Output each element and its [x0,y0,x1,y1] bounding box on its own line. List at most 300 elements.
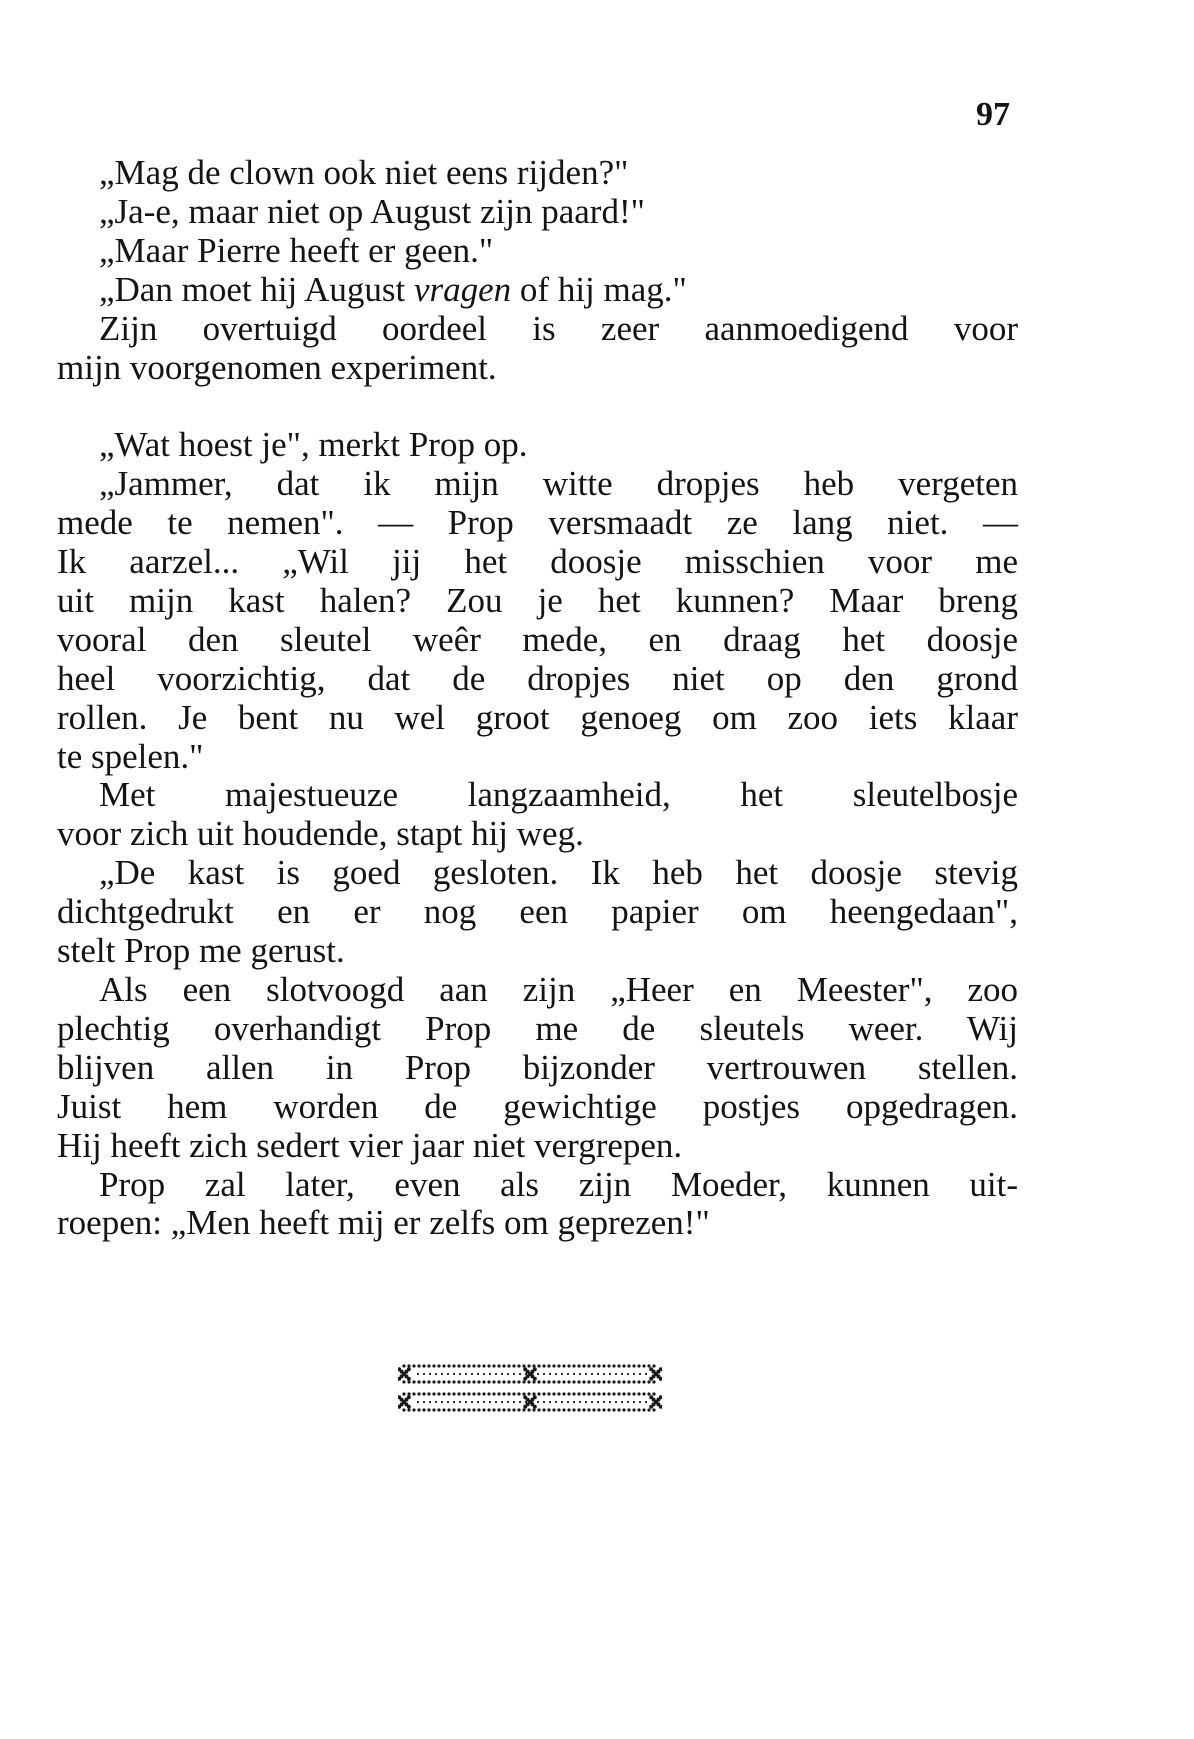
text-line: „Maar Pierre heeft er geen." [99,230,494,270]
ornament-dot [507,1373,509,1375]
ornament-dot [533,1405,537,1409]
ornament-dot [417,1364,420,1367]
ornament-dot [459,1401,461,1403]
ornament-dot [502,1392,505,1395]
ornament-dot [467,1380,470,1383]
ornament-dot [542,1380,545,1383]
ornament-dot [587,1364,590,1367]
ornament-dot [562,1392,565,1395]
ornament-dot [572,1392,575,1395]
ornament-dot [642,1364,645,1367]
ornament-dot [547,1392,550,1395]
ornament-dot [627,1373,629,1375]
ornament-dot [592,1408,595,1411]
ornament-dot [621,1401,623,1403]
ornament-dot [552,1408,555,1411]
ornament-dot [482,1380,485,1383]
ornament-dot [472,1364,475,1367]
ornament-dot [615,1401,617,1403]
ornament-dot [549,1401,551,1403]
ornament-dot [602,1364,605,1367]
ornament-dot [507,1392,510,1395]
ornament-dot [552,1364,555,1367]
ornament-dot [523,1377,527,1381]
ornament-dot [472,1380,475,1383]
ornament-dot [417,1392,420,1395]
ornament-dot [457,1392,460,1395]
text-line: Prop zal later, even als zijn Moeder, kunnen uit- [99,1164,1018,1204]
ornament-dot [567,1373,569,1375]
ornament-dot [457,1408,460,1411]
italic-word: vragen [413,269,512,309]
ornament-dot [522,1364,525,1367]
decorative-ornament [398,1360,662,1416]
ornament-dot [542,1408,545,1411]
ornament-dot [477,1373,479,1375]
ornament-dot [467,1392,470,1395]
ornament-dot [587,1392,590,1395]
ornament-dot [477,1380,480,1383]
ornament-dot [647,1380,650,1383]
page-body [57,154,1018,1243]
ornament-dot [555,1373,557,1375]
ornament-dot [639,1373,641,1375]
ornament-dot [495,1373,497,1375]
text-line: „De kast is goed gesloten. Ik heb het doosje stevig [99,853,1018,893]
ornament-dot [477,1364,480,1367]
ornament-dot [602,1380,605,1383]
ornament-dot [547,1380,550,1383]
ornament-dot [572,1408,575,1411]
ornament-dot [453,1401,455,1403]
ornament-dot [627,1364,630,1367]
text-line: „Wat hoest je", merkt Prop op. [99,425,528,465]
ornament-dot [561,1373,563,1375]
ornament-dot [573,1401,575,1403]
ornament-dot [497,1408,500,1411]
ornament-dot [457,1364,460,1367]
ornament-dot [483,1401,485,1403]
text-line: „Ja-e, maar niet op August zijn paard!" [99,191,645,231]
ornament-dot [442,1380,445,1383]
ornament-dot [437,1408,440,1411]
ornament-dot [591,1401,593,1403]
ornament-dot [612,1364,615,1367]
ornament-dot [447,1392,450,1395]
ornament-dot [579,1401,581,1403]
ornament-dot [537,1392,540,1395]
ornament-dot [522,1380,525,1383]
ornament-dot [507,1364,510,1367]
ornament-dot [567,1401,569,1403]
text-line: blijven allen in Prop bijzonder vertrouwen stellen. [57,1047,1018,1087]
ornament-dot [633,1401,635,1403]
text-line-italic [57,271,1018,310]
ornament-dot [437,1380,440,1383]
ornament-dot [422,1408,425,1411]
ornament-dot [465,1373,467,1375]
ornament-dot [645,1401,647,1403]
ornament-dot [645,1373,647,1375]
ornament-dot [557,1364,560,1367]
ornament-dot [447,1401,449,1403]
ornament-dot [442,1392,445,1395]
text-line: „Mag de clown ook niet eens rijden?" [99,153,629,192]
ornament-dot [435,1373,437,1375]
ornament-dot [609,1401,611,1403]
ornament-dot [579,1373,581,1375]
ornament-dot [637,1392,640,1395]
ornament-dot [501,1401,503,1403]
ornament-dot [497,1364,500,1367]
text-line: mede te nemen". — Prop versmaadt ze lang niet. — [57,503,1018,543]
ornament-dot [477,1401,479,1403]
ornament-dot [532,1380,535,1383]
text-line: plechtig overhandigt Prop me de sleutels weer. Wij [57,1008,1018,1048]
ornament-dot [452,1408,455,1411]
ornament-dot [582,1364,585,1367]
ornament-dot [422,1392,425,1395]
ornament-dot [407,1377,411,1381]
ornament-dot [429,1373,431,1375]
ornament-dot [417,1373,419,1375]
ornament-dot [459,1373,461,1375]
ornament-dot [585,1373,587,1375]
ornament-dot [423,1373,425,1375]
ornament-dot [472,1392,475,1395]
ornament-dot [627,1392,630,1395]
ornament-dot [447,1364,450,1367]
ornament-dot [412,1408,415,1411]
ornament-dot [507,1401,509,1403]
ornament-dot [525,1373,527,1375]
ornament-dot [617,1380,620,1383]
ornament-dot [612,1380,615,1383]
ornament-dot [632,1364,635,1367]
ornament-dot [637,1364,640,1367]
ornament-dot [512,1408,515,1411]
ornament-dot [435,1401,437,1403]
ornament-dot [417,1401,419,1403]
ornament-dot [471,1401,473,1403]
ornament-dot [519,1373,521,1375]
ornament-dot [492,1364,495,1367]
ornament-dot [495,1401,497,1403]
ornament-dot [633,1373,635,1375]
ornament-dot [639,1401,641,1403]
ornament-dot [492,1392,495,1395]
text-line: Ik aarzel... „Wil jij het doosje misschien voor me [57,542,1018,582]
ornament-dot [649,1405,653,1409]
ornament-dot [429,1401,431,1403]
ornament-dot [597,1373,599,1375]
ornament-dot [537,1408,540,1411]
ornament-dot [532,1408,535,1411]
ornament-dot [533,1377,537,1381]
ornament-dot [562,1380,565,1383]
ornament-dot [407,1380,410,1383]
ornament-dot [549,1373,551,1375]
ornament-dot [591,1373,593,1375]
ornament-dot [617,1408,620,1411]
ornament-dot [427,1380,430,1383]
ornament-dot [602,1408,605,1411]
ornament-dot [617,1392,620,1395]
ornament-dot [517,1408,520,1411]
ornament-dot [519,1401,521,1403]
ornament-dot [622,1380,625,1383]
ornament-dot [531,1373,533,1375]
ornament-dot [497,1392,500,1395]
ornament-dot [467,1364,470,1367]
ornament-dot [597,1408,600,1411]
ornament-dot [537,1380,540,1383]
ornament-dot [597,1380,600,1383]
ornament-dot [407,1408,410,1411]
ornament-dot [632,1392,635,1395]
ornament-dot [637,1380,640,1383]
ornament-dot [607,1364,610,1367]
ornament-dot [627,1401,629,1403]
ornament-dot [562,1364,565,1367]
ornament-dot [555,1401,557,1403]
ornament-dot [422,1364,425,1367]
ornament-dot [587,1408,590,1411]
ornament-dot [577,1392,580,1395]
ornament-dot [441,1401,443,1403]
ornament-dot [467,1408,470,1411]
text-line: Hij heeft zich sedert vier jaar niet vergrepen. [57,1125,683,1165]
ornament-dot [537,1364,540,1367]
text-line: mijn voorgenomen experiment. [57,347,497,387]
ornament-dot [609,1373,611,1375]
ornament-dot [557,1408,560,1411]
ornament-dot [642,1408,645,1411]
ornament-dot [457,1380,460,1383]
ornament-dot [647,1392,650,1395]
ornament-dot [477,1408,480,1411]
ornament-dot [527,1364,530,1367]
text-line: Als een slotvoogd aan zijn „Heer en Meester", zoo [99,970,1018,1010]
ornament-dot [487,1380,490,1383]
ornament-dot [441,1373,443,1375]
ornament-dot [622,1392,625,1395]
text-line: rollen. Je bent nu wel groot genoeg om zoo iets klaar [57,697,1018,737]
ornament-dot [537,1373,539,1375]
ornament-dot [432,1392,435,1395]
ornament-dot [603,1401,605,1403]
ornament-dot [525,1401,527,1403]
text-line: vooral den sleutel weêr mede, en draag het doosje [57,619,1018,659]
ornament-dot [477,1392,480,1395]
text-line: uit mijn kast halen? Zou je het kunnen? Maar breng [57,580,1018,620]
ornament-dot [585,1401,587,1403]
ornament-dot [407,1392,410,1395]
ornament-dot [427,1392,430,1395]
ornament-dot [582,1380,585,1383]
text-line: roepen: „Men heeft mij er zelfs om geprezen!" [57,1203,710,1243]
ornament-dot [462,1364,465,1367]
ornament-dot [597,1401,599,1403]
ornament-dot [512,1392,515,1395]
ornament-dot [402,1408,405,1411]
ornament-dot [557,1392,560,1395]
ornament-dot [607,1392,610,1395]
ornament-dot [507,1380,510,1383]
ornament-dot [547,1364,550,1367]
ornament-dot [517,1380,520,1383]
ornament-dot [513,1401,515,1403]
ornament-dot [642,1380,645,1383]
ornament-dot [642,1392,645,1395]
ornament-dot [577,1364,580,1367]
ornament-dot [572,1364,575,1367]
ornament-dot [487,1392,490,1395]
ornament-dot [602,1392,605,1395]
ornament-dot [501,1373,503,1375]
ornament-dot [652,1408,655,1411]
ornament-dot [592,1364,595,1367]
ornament-dot [452,1364,455,1367]
ornament-dot [432,1364,435,1367]
ornament-dot [612,1408,615,1411]
ornament-dot [523,1405,527,1409]
ornament-dot [442,1408,445,1411]
ornament-dot [452,1392,455,1395]
ornament-dot [561,1401,563,1403]
ornament-dot [487,1364,490,1367]
ornament-dot [482,1408,485,1411]
ornament-dot [522,1392,525,1395]
ornament-dot [472,1408,475,1411]
ornament-dot [512,1380,515,1383]
ornament-dot [542,1392,545,1395]
ornament-dot [592,1380,595,1383]
ornament-dot [567,1380,570,1383]
paragraph [57,426,1018,1243]
ornament-dot [637,1408,640,1411]
text-line: Zijn overtuigd oordeel is zeer aanmoedigend voor [99,308,1018,348]
ornament-dot [543,1373,545,1375]
ornament-dot [612,1392,615,1395]
ornament-dot [482,1364,485,1367]
ornament-dot [447,1380,450,1383]
ornament-dot [597,1392,600,1395]
ornament-dot [483,1373,485,1375]
ornament-dot [527,1392,530,1395]
ornament-dot [462,1380,465,1383]
ornament-dot [502,1408,505,1411]
ornament-dot [497,1380,500,1383]
ornament-dot [427,1364,430,1367]
ornament-dot [573,1373,575,1375]
ornament-dot [452,1380,455,1383]
ornament-dot [422,1380,425,1383]
text-line: dichtgedrukt en er nog een papier om heengedaan", [57,892,1018,932]
ornament-dot [487,1408,490,1411]
text-line: voor zich uit houdende, stapt hij weg. [57,814,584,854]
ornament-dot [532,1392,535,1395]
ornament-dot [652,1380,655,1383]
ornament-dot [647,1408,650,1411]
ornament-dot [489,1373,491,1375]
ornament-dot [592,1392,595,1395]
ornament-dot [417,1380,420,1383]
paragraph-gap [57,387,1018,426]
ornament-dot [527,1408,530,1411]
ornament-dot [543,1401,545,1403]
ornament-dot [502,1380,505,1383]
ornament-dot [632,1380,635,1383]
ornament-dot [462,1392,465,1395]
ornament-dot [627,1408,630,1411]
ornament-dot [462,1408,465,1411]
ornament-dot [652,1364,655,1367]
ornament-dot [582,1392,585,1395]
ornament-dot [597,1364,600,1367]
ornament-dot [567,1392,570,1395]
ornament-dot [512,1364,515,1367]
page-number: 97 [976,96,1010,133]
ornament-dot [542,1364,545,1367]
ornament-dot [622,1364,625,1367]
ornament-dot [412,1364,415,1367]
ornament-dot [617,1364,620,1367]
text-line: Juist hem worden de gewichtige postjes opgedragen. [57,1086,1018,1126]
ornament-dot [447,1408,450,1411]
ornament-dot [402,1364,405,1367]
ornament-dot [615,1373,617,1375]
ornament-dot [577,1408,580,1411]
ornament-dot [427,1408,430,1411]
ornament-dot [621,1373,623,1375]
ornament-dot [577,1380,580,1383]
ornament-dot [567,1408,570,1411]
ornament-dot [547,1408,550,1411]
ornament-dot [531,1401,533,1403]
ornament-dot [649,1377,653,1381]
ornament-dot [453,1373,455,1375]
ornament-dot [607,1380,610,1383]
ornament-dot [407,1405,411,1409]
ornament-dot [482,1392,485,1395]
ornament-dot [423,1401,425,1403]
ornament-dot [492,1408,495,1411]
ornament-dot [402,1380,405,1383]
ornament-dot [582,1408,585,1411]
ornament-dot [572,1380,575,1383]
ornament-dot [507,1408,510,1411]
ornament-dot [647,1364,650,1367]
ornament-dot [517,1392,520,1395]
ornament-dot [502,1364,505,1367]
ornament-dot [557,1380,560,1383]
ornament-dot [407,1364,410,1367]
ornament-dot [603,1373,605,1375]
ornament-dot [437,1392,440,1395]
text-line: stelt Prop me gerust. [57,931,345,971]
text-line: heel voorzichtig, dat de dropjes niet op den grond [57,658,1018,698]
ornament-dot [412,1380,415,1383]
ornament-dot [537,1401,539,1403]
ornament-dot [513,1373,515,1375]
ornament-dot [527,1380,530,1383]
text-line: „Jammer, dat ik mijn witte dropjes heb vergeten [99,464,1018,504]
ornament-dot [489,1401,491,1403]
ornament-dot [417,1408,420,1411]
ornament-dot [437,1364,440,1367]
ornament-dot [587,1380,590,1383]
